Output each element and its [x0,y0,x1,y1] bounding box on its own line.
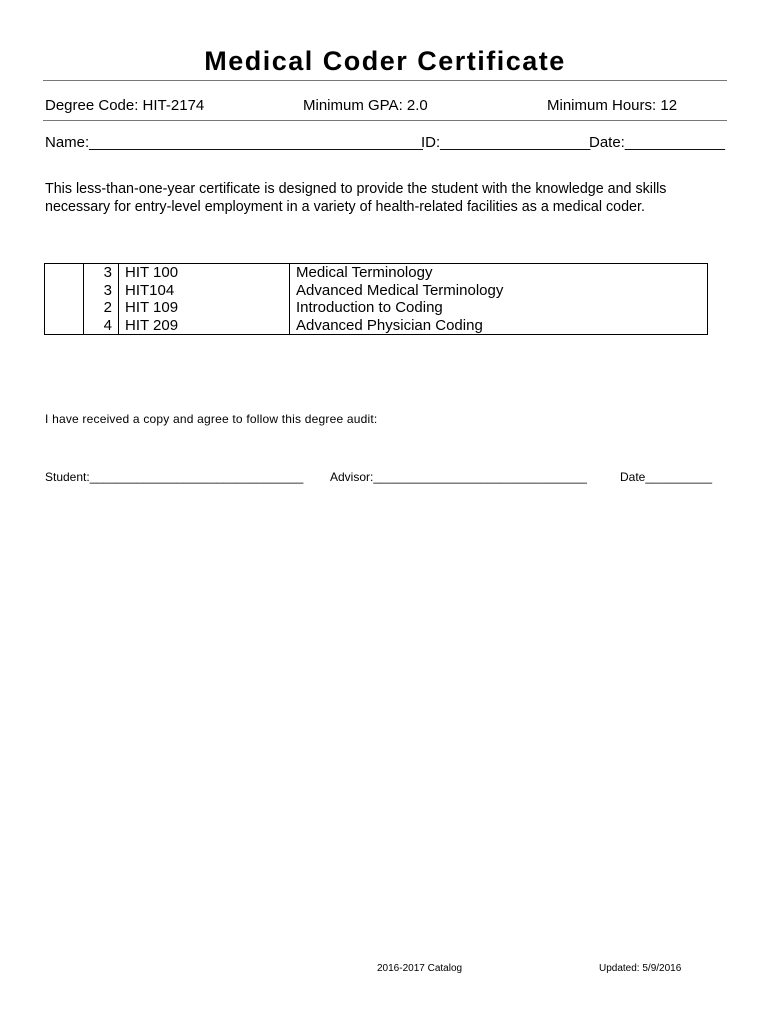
date-field: Date:____________ [589,134,725,151]
info-divider [43,120,727,121]
certificate-description: This less-than-one-year certificate is designed to provide the student with the knowledge and skills necessary for entry-level employment in a variety of health-related facilities as a medical coder. [45,181,667,215]
updated-date: Updated: 5/9/2016 [599,963,682,974]
page-title: Medical Coder Certificate [204,46,566,76]
course-table [44,263,708,335]
title-divider [43,80,727,81]
table-row [45,282,708,300]
name-field: Name:________________________________________ [45,134,423,151]
course-code: HIT 209 [119,317,290,335]
course-hours: 3 [84,264,119,282]
table-row [45,264,708,282]
course-hours: 4 [84,317,119,335]
course-name: Advanced Physician Coding [290,317,708,335]
course-code: HIT 100 [119,264,290,282]
checkbox-cell [45,299,84,317]
table-row [45,299,708,317]
checkbox-cell [45,317,84,335]
student-signature-field: Student:________________________________ [45,470,304,484]
course-code: HIT104 [119,282,290,300]
course-hours: 3 [84,282,119,300]
course-name: Medical Terminology [290,264,708,282]
course-name: Advanced Medical Terminology [290,282,708,300]
agreement-statement: I have received a copy and agree to follow this degree audit: [45,412,378,426]
checkbox-cell [45,264,84,282]
signature-date-field: Date__________ [620,470,713,484]
course-hours: 2 [84,299,119,317]
advisor-signature-field: Advisor:________________________________ [330,470,587,484]
degree-code: Degree Code: HIT-2174 [45,97,205,114]
table-row [45,317,708,335]
course-name: Introduction to Coding [290,299,708,317]
catalog-year: 2016-2017 Catalog [377,963,463,974]
id-field: ID:__________________ [421,134,591,151]
course-code: HIT 109 [119,299,290,317]
checkbox-cell [45,282,84,300]
minimum-gpa: Minimum GPA: 2.0 [303,97,428,114]
minimum-hours: Minimum Hours: 12 [547,97,678,114]
